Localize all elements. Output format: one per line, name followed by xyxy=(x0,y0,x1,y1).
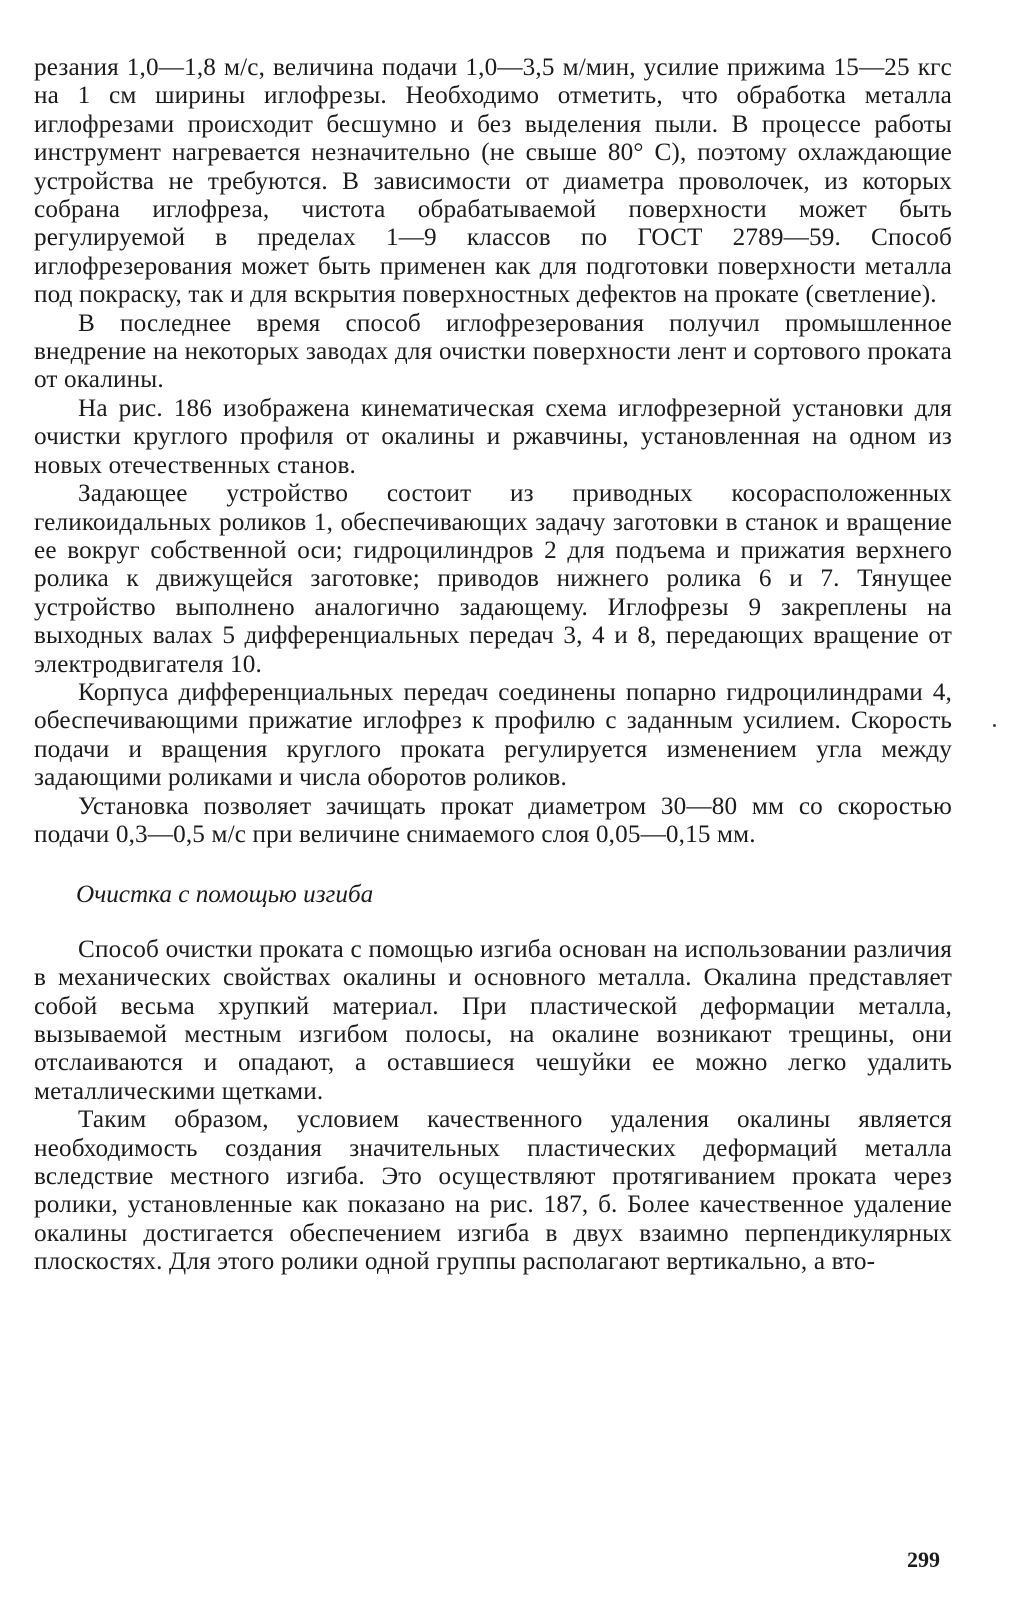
paragraph-bending-method: Способ очистки проката с помощью изгиба основан на использовании различия в механических свойствах окалины и основного металла. Окалина представляет собой весьма хрупкий материал. При пластической деформации металла, вызываемой местным изгибом полосы, на окалине возникают трещины, они отслаиваются и опадают, а оставшиеся чешуйки ее можно легко удалить металлическими щетками. xyxy=(34,935,952,1105)
paragraph-figure-186: На рис. 186 изображена кинематическая схема иглофрезерной установки для очистки круглого профиля от окалины и ржавчины, установленная на одном из новых отечественных станов. xyxy=(34,394,952,479)
paragraph-needle-milling-adoption: В последнее время способ иглофрезерования получил промышленное внедрение на некоторых заводах для очистки поверхности лент и сортового проката от окалины. xyxy=(34,309,952,394)
print-speck xyxy=(993,724,996,727)
paragraph-installation-specs: Установка позволяет зачищать прокат диаметром 30—80 мм со скоростью подачи 0,3—0,5 м/с при величине снимаемого слоя 0,05—0,15 мм. xyxy=(34,792,952,848)
text-body xyxy=(34,54,952,1277)
page-number: 299 xyxy=(907,1547,940,1572)
section-heading: Очистка с помощью изгиба xyxy=(76,881,374,909)
paragraph-bending-conditions: Таким образом, условием качественного удаления окалины является необходимость создания значительных пластических деформаций металла вследствие местного изгиба. Это осуществляют протягиванием проката через ролики, установленные как показано на рис. 187, б. Более качественное удаление окалины достигается обеспечением изгиба в двух взаимно перпендикулярных плоскостях. Для этого ролики одной группы располагают вертикально, а вто- xyxy=(34,1106,952,1276)
paragraph-feeding-device: Задающее устройство состоит из приводных косорасположенных геликоидальных роликов 1, обеспечивающих задачу заготовки в станок и вращение ее вокруг собственной оси; гидроцилиндров 2 для подъема и прижатия верхнего ролика к движущейся заготовке; приводов нижнего ролика 6 и 7. Тянущее устройство выполнено аналогично задающему. Иглофрезы 9 закреплены на выходных валах 5 дифференциальных передач 3, 4 и 8, передающих вращение от электродвигателя 10. xyxy=(34,480,952,678)
paragraph-gear-housings: Корпуса дифференциальных передач соединены попарно гидроцилиндрами 4, обеспечивающими прижатие иглофрез к профилю с заданным усилием. Скорость подачи и вращения круглого проката регулируется изменением угла между задающими роликами и числа оборотов роликов. xyxy=(34,678,952,792)
paragraph-continued: резания 1,0—1,8 м/с, величина подачи 1,0—3,5 м/мин, усилие прижима 15—25 кгс на 1 см ширины иглофрезы. Необходимо отметить, что обработка металла иглофрезами происходит бесшумно и без выделения пыли. В процессе работы инструмент нагревается незначительно (не свыше 80° С), поэтому охлаждающие устройства не требуются. В зависимости от диаметра проволочек, из которых собрана иглофреза, чистота обрабатываемой поверхности может быть регулируемой в пределах 1—9 классов по ГОСТ 2789—59. Способ иглофрезерования может быть применен как для подготовки поверхности металла под покраску, так и для вскрытия поверхностных дефектов на прокате (светление). xyxy=(34,54,952,309)
